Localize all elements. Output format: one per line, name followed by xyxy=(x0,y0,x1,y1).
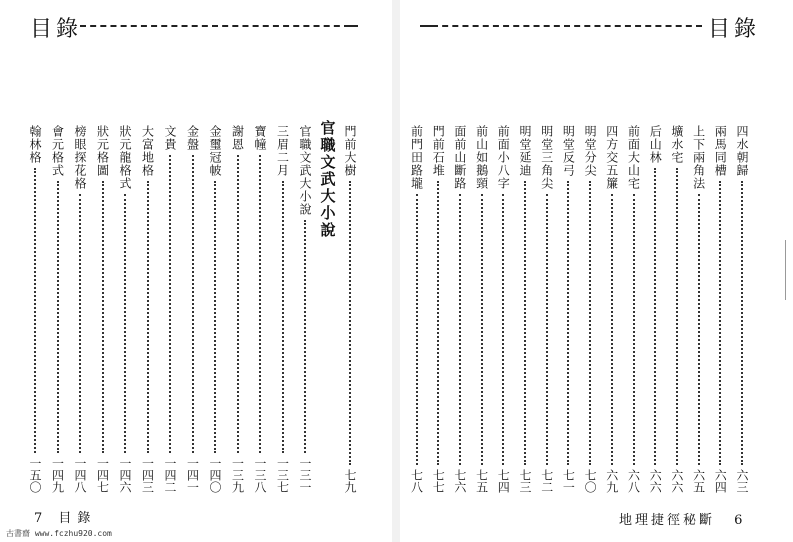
left-footer-page: 7 xyxy=(34,511,49,526)
toc-entry[interactable] xyxy=(430,125,446,493)
toc-entry-title: 狀元龍格式 xyxy=(118,125,132,190)
toc-dot-leader xyxy=(741,181,743,465)
toc-dot-leader xyxy=(589,181,591,465)
toc-entry-title: 前面小八字 xyxy=(496,125,511,190)
toc-entry[interactable] xyxy=(560,125,576,493)
right-footer xyxy=(619,509,745,528)
toc-entry-title: 官職文武大小說 xyxy=(298,125,312,216)
toc-dot-leader xyxy=(34,168,36,453)
toc-entry-page: 七五 xyxy=(474,469,489,493)
toc-entry-page: 七六 xyxy=(452,469,467,493)
toc-entry-page: 七三 xyxy=(518,469,532,493)
toc-entry-title: 四方交五簾 xyxy=(604,125,619,190)
toc-dot-leader xyxy=(282,181,284,453)
toc-entry-page: 七一 xyxy=(561,469,576,493)
toc-entry[interactable] xyxy=(252,125,268,493)
toc-entry-title: 榜眼探花格 xyxy=(73,125,87,190)
toc-entry-title: 前面大山宅 xyxy=(626,125,641,190)
toc-dot-leader xyxy=(192,155,194,453)
toc-dot-leader xyxy=(698,194,700,465)
toc-section-heading xyxy=(320,120,336,488)
toc-dot-leader xyxy=(719,181,721,465)
toc-dot-leader xyxy=(304,220,306,453)
toc-entry-title: 明堂延迪 xyxy=(518,125,532,177)
toc-entry-title: 四水朝歸 xyxy=(735,125,749,177)
site-watermark: 古書齋 www.fczhu920.com xyxy=(6,529,112,538)
toc-dot-leader xyxy=(124,194,126,453)
toc-entry-page: 一四一 xyxy=(185,457,200,493)
right-footer-label: 地理捷徑秘斷 xyxy=(619,513,716,528)
toc-entry[interactable] xyxy=(539,125,555,493)
toc-entry[interactable] xyxy=(582,125,598,493)
toc-dot-leader xyxy=(102,181,104,453)
toc-entry-title: 面前山斷路 xyxy=(452,125,467,190)
toc-entry[interactable] xyxy=(626,125,642,493)
toc-dot-leader xyxy=(633,194,635,465)
toc-entry-page: 一五〇 xyxy=(28,457,42,493)
toc-entry[interactable] xyxy=(712,125,728,493)
toc-entry-title: 門前大樹 xyxy=(343,125,357,177)
toc-entry[interactable] xyxy=(207,125,223,493)
right-header-title: 目錄 xyxy=(708,17,761,42)
toc-section-heading-text: 官職文武大小說 xyxy=(318,120,337,239)
toc-entry-page: 一四二 xyxy=(163,457,177,493)
toc-entry[interactable] xyxy=(604,125,620,493)
toc-entry-title: 翰林格 xyxy=(28,125,42,164)
toc-dot-leader xyxy=(147,181,149,453)
toc-entry-page: 六五 xyxy=(691,469,706,493)
toc-entry[interactable] xyxy=(452,125,468,493)
toc-entry[interactable] xyxy=(230,125,246,493)
toc-dot-leader xyxy=(459,194,461,465)
toc-entry-page: 七二 xyxy=(539,469,554,493)
toc-entry-page: 一四九 xyxy=(50,457,65,493)
toc-entry-title: 后山林 xyxy=(648,125,663,164)
toc-entry-title: 寶幢 xyxy=(253,125,267,151)
toc-entry-title: 門前石堆 xyxy=(431,125,446,177)
toc-entry-page: 一四八 xyxy=(73,457,87,493)
toc-entry-title: 三眉二月 xyxy=(275,125,290,177)
toc-entry[interactable] xyxy=(95,125,111,493)
toc-entry-title: 金璽冠帔 xyxy=(208,125,222,177)
toc-dot-leader xyxy=(546,194,548,465)
toc-entry-page: 七七 xyxy=(431,469,446,493)
toc-entry[interactable] xyxy=(495,125,511,493)
toc-entry-page: 一三八 xyxy=(253,457,267,493)
toc-entry-page: 一四三 xyxy=(140,457,155,493)
toc-dot-leader xyxy=(567,181,569,465)
toc-entry[interactable] xyxy=(669,125,685,493)
right-footer-page: 6 xyxy=(734,513,746,528)
toc-entry-page: 六六 xyxy=(648,469,663,493)
toc-entry-page: 七〇 xyxy=(583,469,598,493)
toc-entry[interactable] xyxy=(140,125,156,493)
left-header-rule-end xyxy=(350,25,358,27)
toc-entry-title: 會元格式 xyxy=(50,125,65,177)
toc-entry-title: 明堂三角尖 xyxy=(539,125,554,190)
toc-dot-leader xyxy=(169,155,171,453)
toc-entry-page: 一四六 xyxy=(118,457,132,493)
toc-entry-title: 明堂反弓 xyxy=(561,125,576,177)
toc-entry[interactable] xyxy=(185,125,201,493)
toc-entry[interactable] xyxy=(275,125,291,493)
toc-dot-leader xyxy=(611,194,613,465)
toc-entry-page: 一三七 xyxy=(275,457,290,493)
toc-entry-page: 一三九 xyxy=(230,457,245,493)
toc-entry[interactable] xyxy=(647,125,663,493)
page-edge-mark xyxy=(785,240,790,300)
toc-entry[interactable] xyxy=(297,125,313,493)
left-footer xyxy=(34,507,96,526)
toc-entry-title: 兩馬同槽 xyxy=(713,125,728,177)
toc-entry-page: 七九 xyxy=(343,469,357,493)
right-header-rule xyxy=(432,25,702,27)
toc-entry-title: 壙水宅 xyxy=(669,125,684,164)
toc-dot-leader xyxy=(349,181,351,465)
toc-entry[interactable] xyxy=(162,125,178,493)
toc-entry-title: 大富地格 xyxy=(140,125,155,177)
toc-dot-leader xyxy=(416,194,418,465)
toc-entry-title: 金盤 xyxy=(185,125,200,151)
toc-entry-title: 文貴 xyxy=(163,125,177,151)
toc-entry-page: 六九 xyxy=(604,469,619,493)
toc-entry[interactable] xyxy=(117,125,133,493)
toc-dot-leader xyxy=(654,168,656,465)
toc-entry[interactable] xyxy=(474,125,490,493)
toc-entry-title: 上下兩角法 xyxy=(691,125,706,190)
toc-entry-title: 前山如鵝頸 xyxy=(474,125,489,190)
toc-entry-title: 狀元格圖 xyxy=(95,125,110,177)
toc-entry-title: 謝恩 xyxy=(230,125,245,151)
toc-dot-leader xyxy=(524,181,526,465)
toc-dot-leader xyxy=(481,194,483,465)
toc-entry[interactable] xyxy=(342,125,358,493)
toc-entry[interactable] xyxy=(691,125,707,493)
toc-entry-page: 六四 xyxy=(713,469,728,493)
toc-entry-page: 六六 xyxy=(669,469,684,493)
toc-entry-title: 明堂分尖 xyxy=(583,125,598,177)
right-header-rule-start xyxy=(420,25,432,27)
toc-dot-leader xyxy=(214,181,216,453)
toc-entry-page: 一三一 xyxy=(298,457,312,493)
toc-dot-leader xyxy=(259,155,261,453)
toc-entry[interactable] xyxy=(409,125,425,493)
toc-entry-page: 六八 xyxy=(626,469,641,493)
toc-dot-leader xyxy=(79,194,81,453)
toc-dot-leader xyxy=(437,181,439,465)
toc-dot-leader xyxy=(676,168,678,465)
toc-entry[interactable] xyxy=(50,125,66,493)
left-header-rule xyxy=(80,25,350,27)
toc-entry-title: 前門田路壠 xyxy=(409,125,424,190)
toc-entry-page: 一四七 xyxy=(95,457,110,493)
toc-entry-page: 七八 xyxy=(409,469,424,493)
toc-dot-leader xyxy=(57,181,59,453)
toc-entry-page: 一四〇 xyxy=(208,457,222,493)
toc-entry[interactable] xyxy=(734,125,750,493)
left-footer-label: 目錄 xyxy=(58,511,97,526)
left-header-title: 目錄 xyxy=(30,17,83,42)
toc-dot-leader xyxy=(237,155,239,453)
toc-dot-leader xyxy=(502,194,504,465)
toc-entry[interactable] xyxy=(27,125,43,493)
toc-entry[interactable] xyxy=(72,125,88,493)
toc-entry-page: 七四 xyxy=(496,469,511,493)
toc-entry-page: 六三 xyxy=(735,469,749,493)
toc-entry[interactable] xyxy=(517,125,533,493)
page-gutter xyxy=(392,0,400,542)
